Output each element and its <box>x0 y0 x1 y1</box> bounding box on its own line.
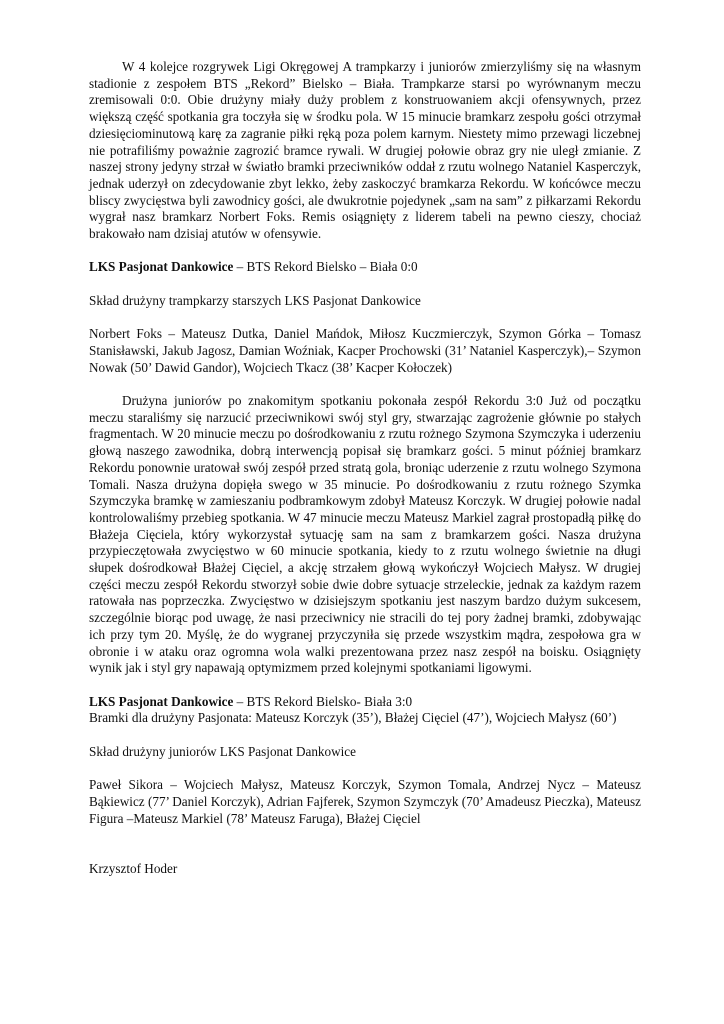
match-score: – BTS Rekord Bielsko- Biała 3:0 <box>233 693 413 709</box>
spacer <box>89 727 641 744</box>
spacer <box>89 827 641 844</box>
squad-heading-trampkarze: Skład drużyny trampkarzy starszych LKS Pasjonat Dankowice <box>89 292 421 308</box>
home-team-name: LKS Pasjonat Dankowice <box>89 693 234 709</box>
intro-paragraph: W 4 kolejce rozgrywek Ligi Okręgowej A trampkarzy i juniorów zmierzyliśmy się na własnym stadionie z zespołem BTS „Rekord” Bielsko – Biała. Trampkarze starsi po wyrównanym meczu zremisowali 0:0. Obie drużyny miały duży problem z konstruowaniem akcji ofensywnych, przez większą część spotkania gra toczyła się w środku pola. W 15 minucie bramkarz zespołu gości otrzymał dziesięciominutową karę za zagranie piłki ręką poza polem karnym. Niestety mimo przewagi liczebnej nie potrafiliśmy poważnie zagrozić bramce rywali. W drugiej połowie obraz gry nie uległ zmianie. Z naszej strony jedyny strzał w światło bramki przeciwników oddał z rzutu wolnego Nataniel Kasperczyk, jednak uderzył on zdecydowanie zbyt lekko, żeby zaskoczyć bramkarza Rekordu. W końcówce meczu bliscy zwycięstwa byli zawodnicy gości, ale dwukrotnie pojedynek „sam na sam” z piłkarzami Rekordu wygrał nasz bramkarz Norbert Foks. Remis osiągnięty z liderem tabeli na pewno cieszy, chociaż brakowało nam dzisiaj atutów w ofensywie. <box>89 59 641 242</box>
match-score: – BTS Rekord Bielsko – Biała 0:0 <box>233 259 418 275</box>
spacer <box>89 677 641 694</box>
juniors-report-paragraph: Drużyna juniorów po znakomitym spotkaniu pokonała zespół Rekordu 3:0 Już od początku meczu staraliśmy się narzucić przeciwnikowi swój styl gry, stwarzając zagrożenie głównie po stałych fragmentach. W 20 minucie meczu po dośrodkowaniu z rzutu rożnego Szymona Szymczyka i uderzeniu głową naszego zawodnika, dobrą interwencją popisał się bramkarz gości. 5 minut później bramkarz Rekordu ponownie uratował swój zespół przed stratą gola, broniąc uderzenie z rzutu wolnego Szymona Tomali. Nasza drużyna dopięła swego w 35 minucie. Po dośrodkowaniu z rzutu rożnego Szymka Szymczyka bramkę w zamieszaniu podbramkowym zdobył Mateusz Korczyk. W drugiej połowie nadal kontrolowaliśmy przebieg spotkania. W 47 minucie meczu Mateusz Markiel zagrał prostopadłą piłkę do Błażeja Cięciela, który wykorzystał sytuację sam na sam z bramkarzem gości. Nasza drużyna przypieczętowała zwycięstwo w 60 minucie spotkania, kiedy to z rzutu wolnego świetnie na długi słupek dośrodkował Błażej Cięciel, a akcję strzałem głową wykończył Wojciech Małysz. W drugiej części meczu zespół Rekordu stworzył sobie dwie dobre sytuacje strzeleckie, jednak za każdym razem ratowała nas poprzeczka. Zwycięstwo w dzisiejszym spotkaniu jest naszym bardzo dużym sukcesem, szczególnie biorąc pod uwagę, że nasi przeciwnicy nie stracili do tej pory żadnej bramki, zdobywając ich przy tym 20. Myślę, że do wygranej przyczyniła się przede wszystkim mądra, zespołowa gra w obronie i w ataku oraz ogromna wola walki prezentowana przez nasz zespół na boisku. Osiągnięty wynik jak i styl gry napawają optymizmem przed kolejnymi spotkaniami ligowymi. <box>89 393 641 676</box>
match-result-juniorzy <box>89 694 641 711</box>
article-body <box>89 59 641 877</box>
squad-heading-juniorzy: Skład drużyny juniorów LKS Pasjonat Dankowice <box>89 743 357 759</box>
spacer <box>89 376 641 393</box>
spacer <box>89 276 641 293</box>
squad-list-trampkarze: Norbert Foks – Mateusz Dutka, Daniel Mańdok, Miłosz Kuczmierczyk, Szymon Górka – Tomasz Stanisławski, Jakub Jagosz, Damian Woźniak, Kacper Prochowski (31’ Nataniel Kasperczyk),– Szymon Nowak (50’ Dawid Gandor), Wojciech Tkacz (38’ Kacper Kołoczek) <box>89 326 641 375</box>
spacer <box>89 760 641 777</box>
squad-list-juniorzy: Paweł Sikora – Wojciech Małysz, Mateusz Korczyk, Szymon Tomala, Andrzej Nycz – Mateusz Bąkiewicz (77’ Daniel Korczyk), Adrian Fajferek, Szymon Szymczyk (70’ Amadeusz Pieczka), Mateusz Figura –Mateusz Markiel (78’ Mateusz Faruga), Błażej Cięciel <box>89 777 641 826</box>
spacer <box>89 310 641 327</box>
goal-scorers: Bramki dla drużyny Pasjonata: Mateusz Korczyk (35’), Błażej Cięciel (47’), Wojciech Małysz (60’) <box>89 710 617 726</box>
match-result-trampkarze <box>89 259 641 276</box>
spacer <box>89 844 641 861</box>
home-team-name: LKS Pasjonat Dankowice <box>89 259 234 275</box>
author-signature: Krzysztof Hoder <box>89 860 178 876</box>
spacer <box>89 243 641 260</box>
